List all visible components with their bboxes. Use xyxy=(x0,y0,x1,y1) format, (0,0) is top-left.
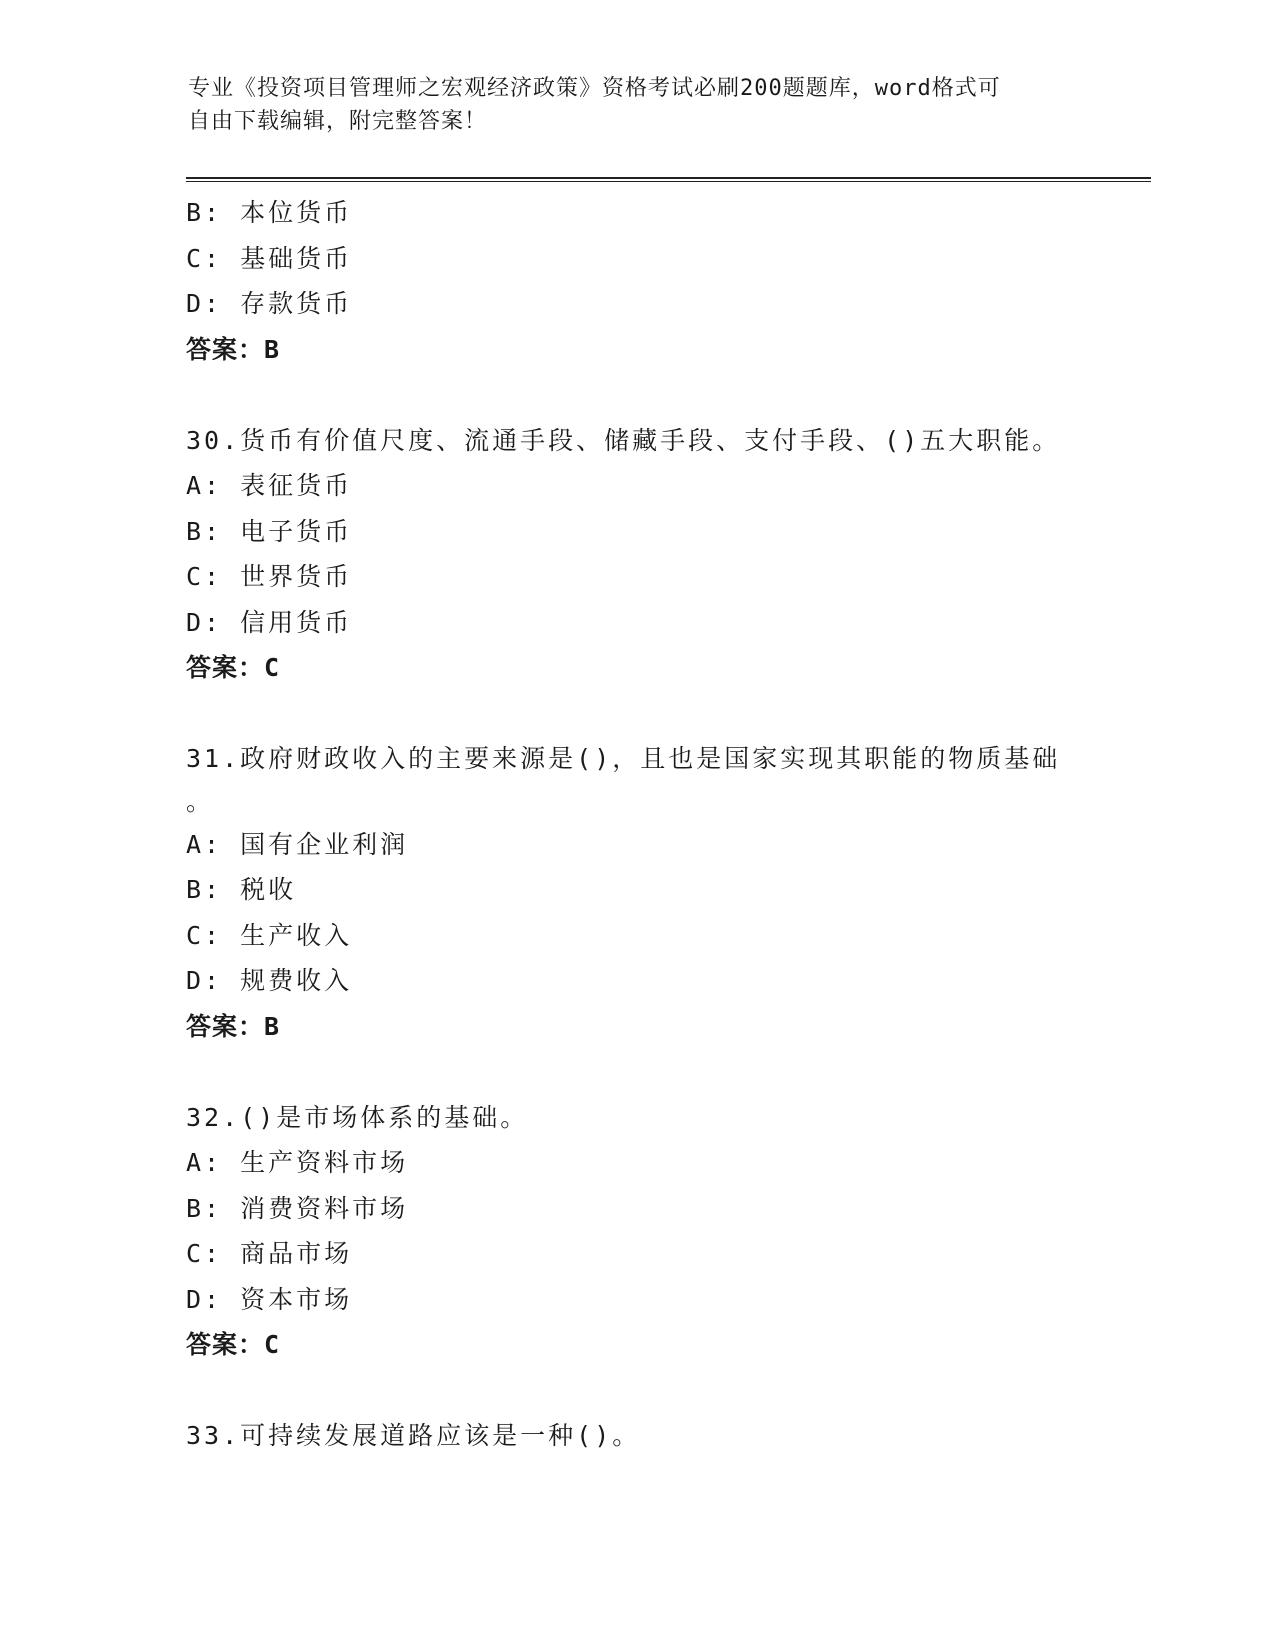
option-b: B: 本位货币 xyxy=(186,198,353,227)
answer: 答案：B xyxy=(186,334,281,364)
option-a: A: 国有企业利润 xyxy=(186,829,409,859)
option-c: C: 基础货币 xyxy=(186,243,353,273)
question-31 xyxy=(186,736,1086,1049)
option-a: A: 表征货币 xyxy=(186,471,353,500)
question-text-tail: 。 xyxy=(186,786,215,816)
spacer xyxy=(186,691,1086,737)
option-d: D: 信用货币 xyxy=(186,607,353,637)
option-c: C: 世界货币 xyxy=(186,562,353,591)
spacer xyxy=(186,1368,1086,1414)
header-line-2: 自由下载编辑，附完整答案！ xyxy=(188,109,488,134)
answer: 答案：B xyxy=(186,1011,281,1041)
spacer xyxy=(186,372,1086,418)
option-b: B: 电子货币 xyxy=(186,516,353,546)
answer: 答案：C xyxy=(186,1330,281,1359)
option-c: C: 商品市场 xyxy=(186,1239,353,1268)
question-text: 32.()是市场体系的基础。 xyxy=(186,1102,529,1132)
question-33 xyxy=(186,1413,1086,1459)
question-fragment xyxy=(186,190,1086,372)
spacer xyxy=(186,1049,1086,1095)
question-30 xyxy=(186,418,1086,691)
option-d: D: 资本市场 xyxy=(186,1284,353,1314)
option-b: B: 税收 xyxy=(186,875,297,904)
question-text: 31.政府财政收入的主要来源是()，且也是国家实现其职能的物质基础 xyxy=(186,744,1061,773)
option-b: B: 消费资料市场 xyxy=(186,1193,409,1223)
answer: 答案：C xyxy=(186,653,281,682)
option-d: D: 存款货币 xyxy=(186,289,353,318)
header-line-1: 专业《投资项目管理师之宏观经济政策》资格考试必刷200题题库，word格式可 xyxy=(188,76,1001,101)
option-c: C: 生产收入 xyxy=(186,920,353,950)
document-header xyxy=(188,72,1088,138)
option-a: A: 生产资料市场 xyxy=(186,1148,409,1177)
question-32 xyxy=(186,1095,1086,1368)
header-divider-thin xyxy=(186,181,1151,182)
question-list xyxy=(186,190,1086,1459)
option-d: D: 规费收入 xyxy=(186,966,353,995)
header-divider-thick xyxy=(186,177,1151,179)
question-text: 30.货币有价值尺度、流通手段、储藏手段、支付手段、()五大职能。 xyxy=(186,425,1061,455)
question-text: 33.可持续发展道路应该是一种()。 xyxy=(186,1421,641,1450)
